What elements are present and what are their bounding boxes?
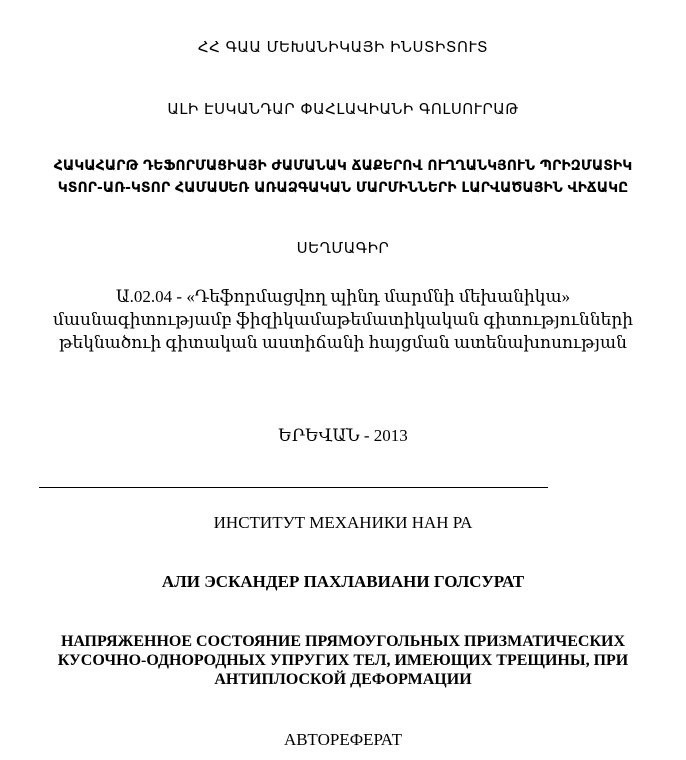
document-type-armenian: ՍԵՂՄԱԳԻՐ	[296, 239, 390, 257]
specialty-line-1: Ա.02.04 - «Դեֆորմացվող պինդ մարմնի մեխանիկա»	[115, 287, 571, 306]
thesis-title-russian-line-2: КУСОЧНО-ОДНОРОДНЫХ УПРУГИХ ТЕЛ, ИМЕЮЩИХ ТРЕЩИНЫ, ПРИ	[57, 652, 629, 669]
thesis-title-russian-line-3: АНТИПЛОСКОЙ ДЕФОРМАЦИИ	[214, 671, 472, 688]
document-type-russian: АВТОРЕФЕРАТ	[284, 730, 402, 749]
author-name-russian: АЛИ ЭСКАНДЕР ПАХЛАВИАНИ ГОЛСУРАТ	[161, 572, 525, 591]
section-divider	[39, 487, 548, 488]
institute-name-russian: ИНСТИТУТ МЕХАНИКИ НАН РА	[213, 513, 473, 532]
author-name-armenian: ԱԼԻ ԷՍԿԱՆԴԱՐ ՓԱՀԼԱՎԻԱՆԻ ԳՈԼՍՈՒՐԱԹ	[167, 100, 519, 118]
thesis-title-armenian-line-2: ԿՏՈՐ-ԱՌ-ԿՏՈՐ ՀԱՄԱՍԵՌ ԱՌԱՁԳԱԿԱՆ ՄԱՐՄԻՆՆԵՐԻ ԼԱՐՎԱԾԱՅԻՆ ՎԻՃԱԿԸ	[57, 180, 629, 196]
specialty-line-3: թեկնածուի գիտական աստիճանի հայցման ատենախոսության	[59, 333, 627, 352]
city-year: ԵՐԵՎԱՆ - 2013	[278, 426, 408, 445]
specialty-line-2: մասնագիտությամբ ֆիզիկամաթեմատիկական գիտությունների	[52, 310, 634, 329]
thesis-title-armenian-line-1: ՀԱԿԱՀԱՐԹ ԴԵՖՈՐՄԱՑԻԱՅԻ ԺԱՄԱՆԱԿ ՃԱՔԵՐՈՎ ՈՒՂՂԱՆԿՅՈՒՆ ՊՐԻԶՄԱՏԻԿ	[53, 158, 633, 174]
thesis-title-russian-line-1: НАПРЯЖЕННОЕ СОСТОЯНИЕ ПРЯМОУГОЛЬНЫХ ПРИЗМАТИЧЕСКИХ	[60, 633, 626, 650]
institute-name-armenian: ՀՀ ԳԱԱ ՄԵԽԱՆԻԿԱՅԻ ԻՆՍՏԻՏՈՒՏ	[197, 38, 489, 56]
